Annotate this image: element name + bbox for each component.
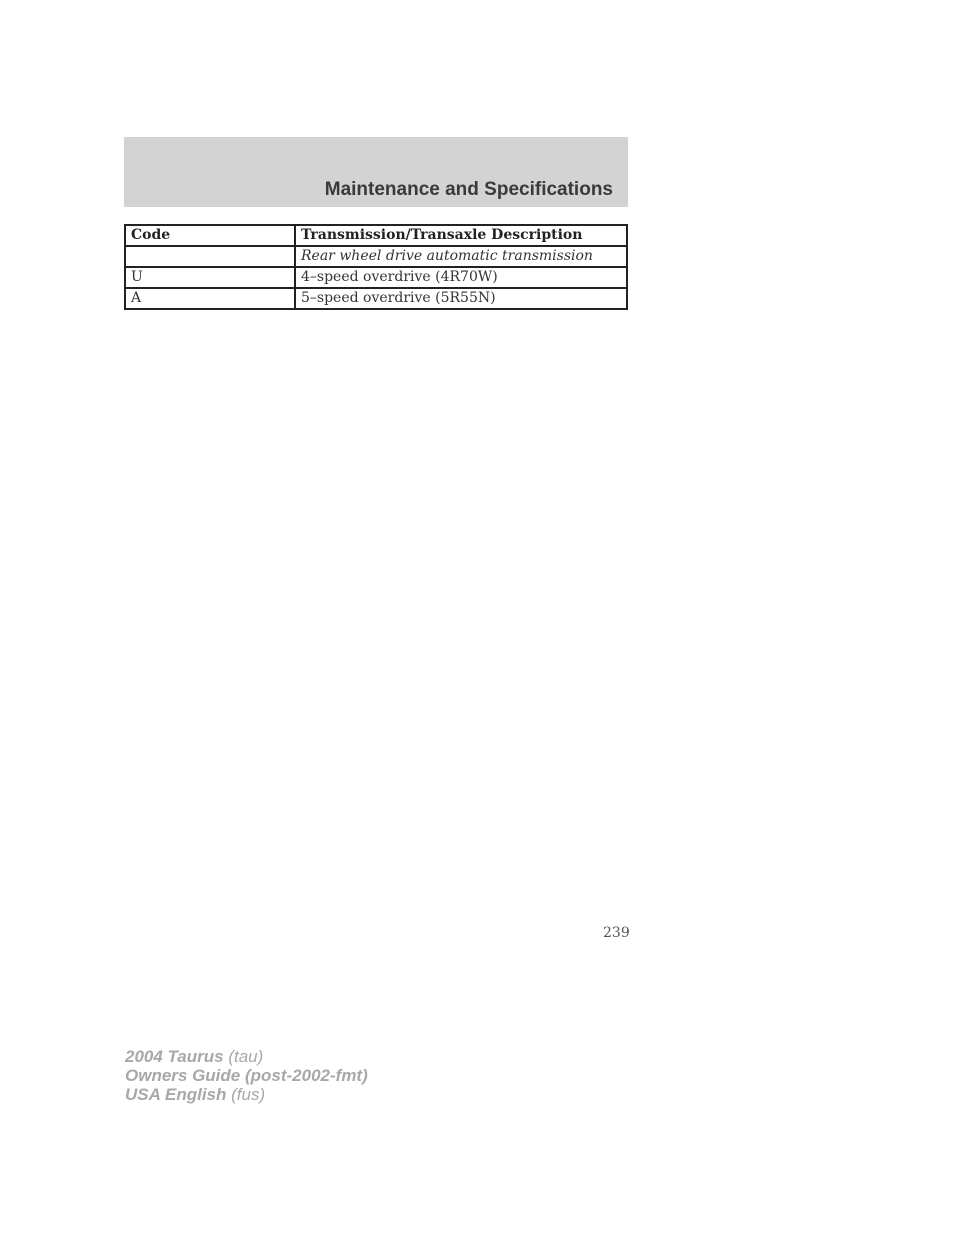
footer-line-model <box>125 1047 368 1066</box>
table-cell-description: Rear wheel drive automatic transmission <box>295 246 627 267</box>
footer-line-language <box>125 1085 368 1104</box>
table-cell-description: 5–speed overdrive (5R55N) <box>295 288 627 309</box>
document-footer <box>125 1047 368 1104</box>
column-header-code: Code <box>125 225 295 246</box>
footer-line-guide <box>125 1066 368 1085</box>
column-header-description: Transmission/Transaxle Description <box>295 225 627 246</box>
footer-language-name: USA English <box>125 1085 227 1104</box>
table-row <box>125 267 627 288</box>
transmission-code-table <box>124 224 628 310</box>
section-title: Maintenance and Specifications <box>324 179 613 200</box>
footer-language-code: (fus) <box>231 1085 266 1104</box>
table-cell-code: A <box>125 288 295 309</box>
table-cell-code: U <box>125 267 295 288</box>
table-header-row <box>125 225 627 246</box>
table-cell-description: 4–speed overdrive (4R70W) <box>295 267 627 288</box>
section-header-band <box>124 137 628 207</box>
table-row <box>125 246 627 267</box>
footer-guide-name: Owners Guide (post-2002-fmt) <box>125 1066 368 1085</box>
page-number: 239 <box>603 925 630 941</box>
table-cell-code <box>125 246 295 267</box>
footer-model-code: (tau) <box>228 1047 264 1066</box>
table-row <box>125 288 627 309</box>
footer-model-name: 2004 Taurus <box>125 1047 224 1066</box>
